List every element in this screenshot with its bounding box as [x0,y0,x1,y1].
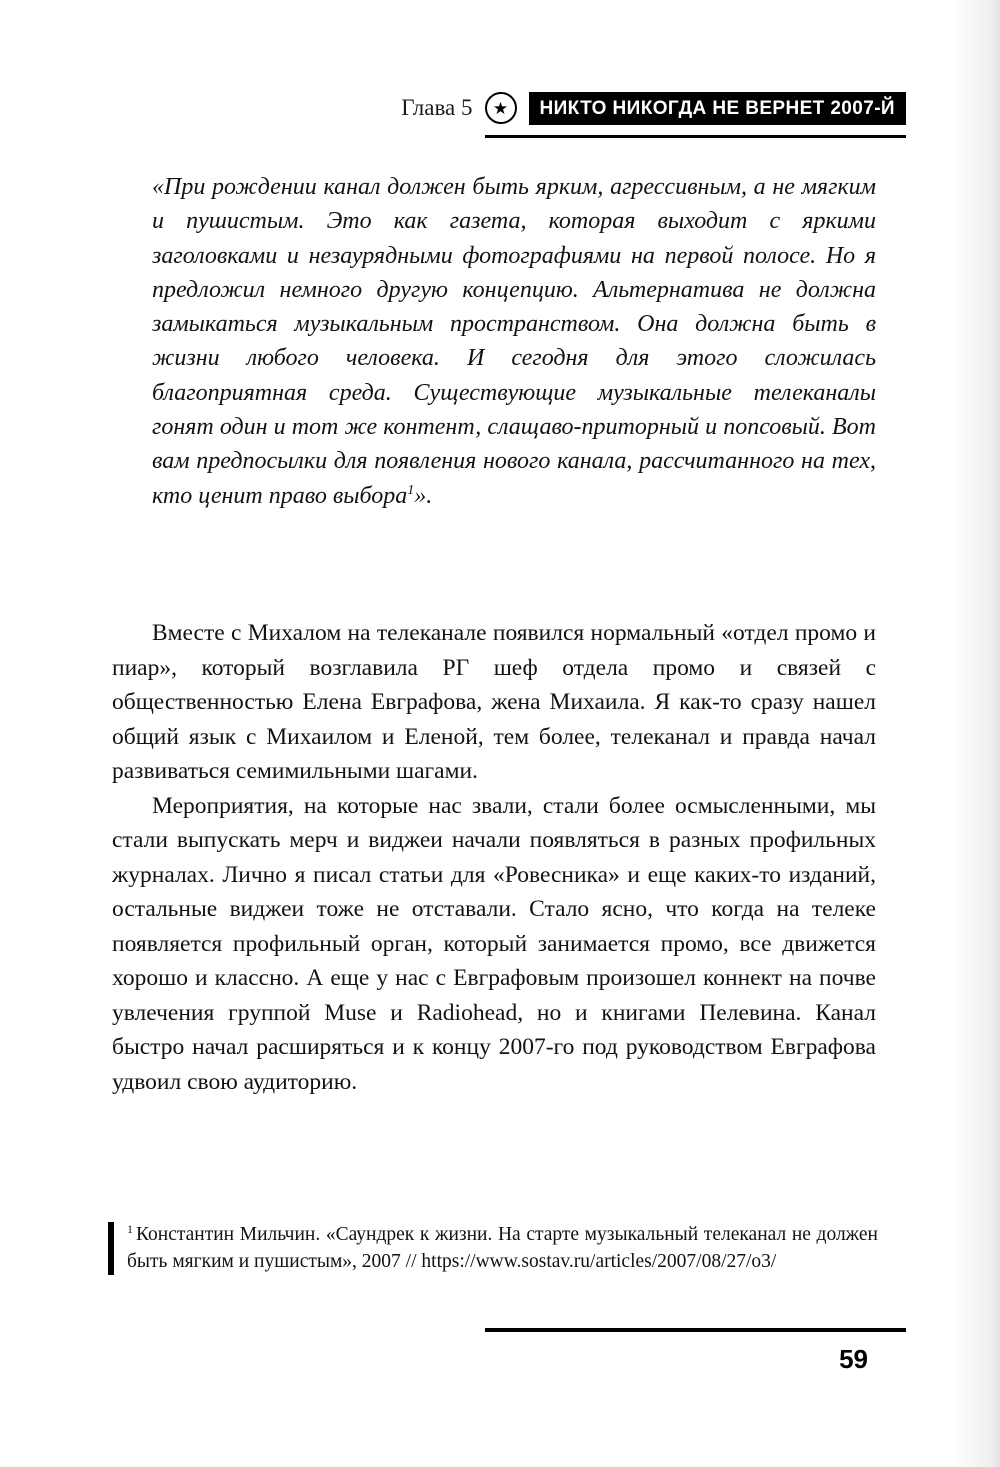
footnote-reference-marker: 1 [407,482,415,498]
quote-text: «При рождении канал должен быть ярким, агрессивным, а не мягким и пушистым. Это как газета, которая выходит с яркими заголовками и незаурядными фотографиями на первой полосе. Но я предложил немного другую концепцию. Альтернатива не должна замыкаться музыкальным пространством. Она должна быть в жизни любого человека. И сегодня для этого сложилась благоприятная среда. Существующие музыкальные телеканалы гонят один и тот же контент, слащаво-приторный и попсовый. Вот вам предпосылки для появления нового канала, рассчитанного на тех, кто ценит право выбора [152,174,876,509]
quote-paragraph [152,170,876,513]
body-text [112,616,876,1099]
quote-closing: ». [414,482,433,509]
footnote-marker: 1 [127,1221,133,1236]
paragraph: Мероприятия, на которые нас звали, стали более осмысленными, мы стали выпускать мерч и виджеи начали появляться в разных профильных журналах. Лично я писал статьи для «Ровесника» и еще каких-то изданий, остальные виджеи тоже не отставали. Стало ясно, что когда на телеке появляется профильный орган, который занимается промо, все движется хорошо и классно. А еще у нас с Евграфовым произошел коннект на почве увлечения группой Muse и Radiohead, но и книгами Пелевина. Канал быстро начал расширяться и к концу 2007-го под руководством Евграфова удвоил свою аудиторию. [112,792,876,1095]
paragraph: Вместе с Михалом на телеканале появился нормальный «отдел промо и пиар», который возглавила РГ шеф отдела промо и связей с общественностью Елена Евграфова, жена Михаила. Я как-то сразу нашел общий язык с Михаилом и Еленой, тем более, телеканал и правда начал развиваться семимильными шагами. [112,620,876,784]
star-icon: ★ [485,92,517,124]
page-number: 59 [839,1344,868,1374]
footnote [108,1222,878,1275]
page-header [401,90,906,126]
chapter-label: Глава 5 [401,95,473,120]
footnote-text: Константин Мильчин. «Саундрек к жизни. На старте музыкальный телеканал не должен быть мягким и пушистым», 2007 // https://www.sostav.ru/articles/2007/08/27/o3/ [127,1224,878,1272]
header-rule [485,135,906,138]
footer-rule [485,1328,906,1332]
chapter-title-badge: НИКТО НИКОГДА НЕ ВЕРНЕТ 2007-Й [529,92,907,125]
